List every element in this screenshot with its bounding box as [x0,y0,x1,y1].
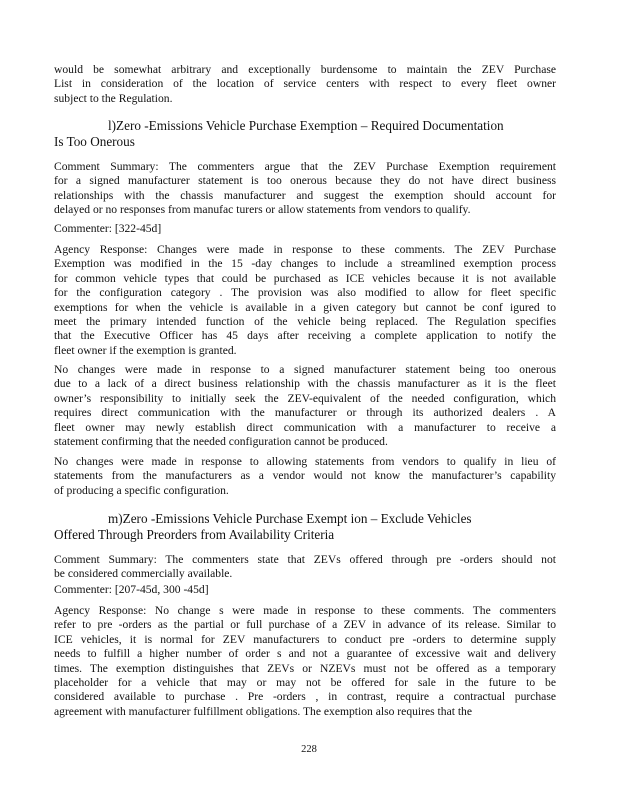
text-line: refer to pre -orders as the partial or full purchase of a ZEV in advance of its release. Similar to [54,618,556,632]
text-line: ICE vehicles, it is normal for ZEV manufacturers to conduct pre -orders to determine supply [54,632,556,646]
text-line: would be somewhat arbitrary and exceptionally burdensome to maintain the ZEV Purchase [54,63,556,76]
text-line: Offered Through Preorders from Availability Criteria [54,526,335,542]
text-line: List in consideration of the location of service centers with respect to every fleet owner [54,77,556,91]
text-line: No changes were made in response to allowing statements from vendors to qualify in lieu of [54,455,556,468]
text-line: m)Zero -Emissions Vehicle Purchase Exempt ion – Exclude Vehicles [108,511,472,526]
text-line: delayed or no responses from manufac turers or allow statements from vendors to qualify. [54,203,471,217]
text-line: meet the primary intended function of the vehicle being replaced. The Regulation specifies [54,315,556,329]
text-line: agreement with manufacturer fulfillment obligations. The exemption also requires that the [54,704,472,718]
text-line: for the configuration category . The provision was also modified to allow for fleet specific [54,286,556,300]
text-line: times. The exemption distinguishes that ZEVs or NZEVs must not be offered as a temporary [54,661,556,675]
text-line: statement confirming that the needed configuration cannot be produced. [54,435,388,449]
section-heading-m [54,511,556,542]
comment-summary-l [54,160,556,218]
text-line: Comment Summary: The commenters state that ZEVs offered through pre -orders should not [54,553,556,566]
paragraph-continued [54,63,556,106]
text-line: Comment Summary: The commenters argue that the ZEV Purchase Exemption requirement [54,160,556,173]
text-line: that the Executive Officer has 45 days after receiving a complete application to notify the [54,329,556,343]
text-line: exemptions for when the vehicle is available in a given category but cannot be conf igured to [54,300,556,314]
text-line: fleet owner may newly establish direct communication with a manufacturer to receive a [54,420,556,434]
comment-summary-m [54,553,556,582]
commenter-l [54,222,556,236]
text-line: statements from the manufacturers as a vendor would not know the manufacturer’s capability [54,469,556,483]
text-line: owner’s responsibility to initially seek the ZEV-equivalent of the needed configuration, which [54,391,556,405]
agency-response-l [54,243,556,358]
page-number: 228 [301,744,317,755]
text-line: requires direct communication with the manufacturer or through its authorized dealers . A [54,406,556,420]
text-line: Commenter: [322-45d] [54,222,162,235]
text-line: of producing a specific configuration. [54,483,229,497]
commenter-m [54,583,556,597]
text-line: for common vehicle types that could be purchased as ICE vehicles because it is not available [54,271,556,285]
agency-response-m [54,604,556,719]
text-line: due to a lack of a direct business relationship with the chassis manufacturer as it is the fleet [54,377,556,391]
section-heading-l [54,118,556,149]
text-line: relationships with the chassis manufacturer and suggest the exemption should account for [54,188,556,202]
response-paragraph-3 [54,455,556,498]
text-line: placeholder for a vehicle that may or may not be offered for sale in the future to be [54,676,556,690]
text-line: subject to the Regulation. [54,91,173,105]
text-line: Exemption was modified in the 15 -day changes to include a streamlined exemption process [54,257,556,271]
text-line: needs to fulfill a higher number of order s and not a guarantee of excessive wait and delivery [54,647,556,661]
text-line: Is Too Onerous [54,133,135,149]
text-line: considered available to purchase . Pre -orders , in contrast, require a contractual purchase [54,690,556,704]
text-line: No changes were made in response to a signed manufacturer statement being too onerous [54,363,556,376]
text-line: for a signed manufacturer statement is too onerous because they do not have direct business [54,174,556,188]
text-line: Agency Response: Changes were made in response to these comments. The ZEV Purchase [54,243,556,256]
text-line: l)Zero -Emissions Vehicle Purchase Exemption – Required Documentation [108,118,504,133]
text-line: Agency Response: No change s were made in response to these comments. The commenters [54,604,556,617]
text-line: Commenter: [207-45d, 300 -45d] [54,583,209,596]
text-line: be considered commercially available. [54,567,233,581]
response-paragraph-2 [54,363,556,449]
text-line: fleet owner if the exemption is granted. [54,343,237,357]
